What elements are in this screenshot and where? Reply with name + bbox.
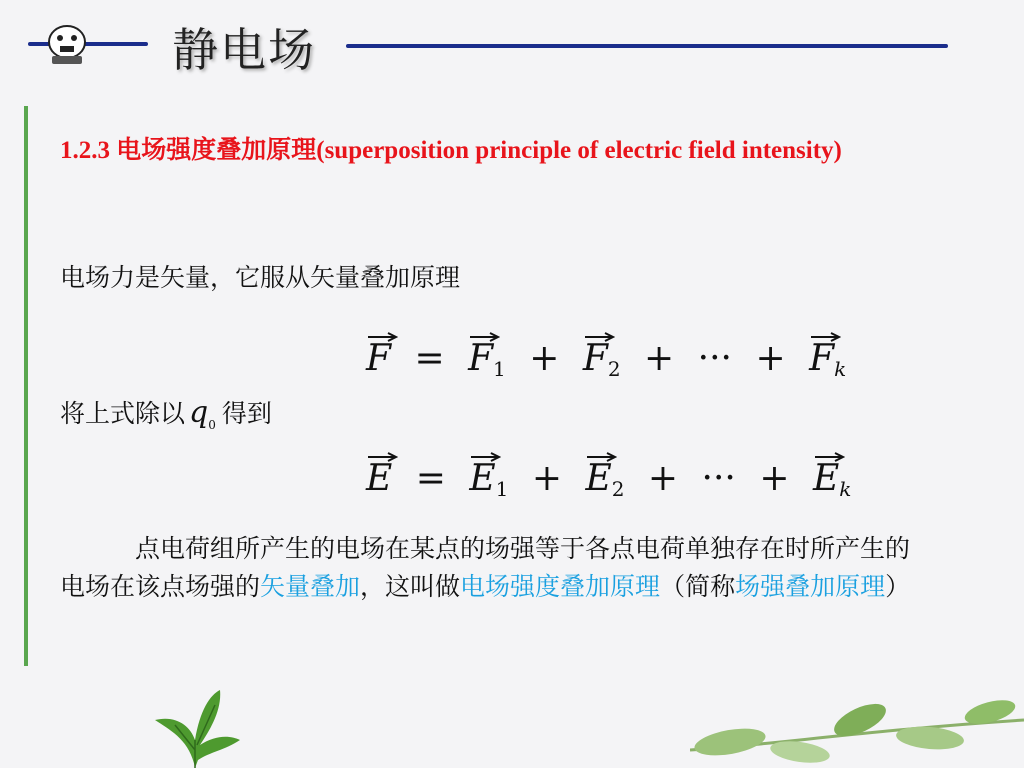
highlight-vector-superposition: 矢量叠加 bbox=[260, 572, 361, 601]
division-text-before: 将上式除以 bbox=[60, 399, 186, 428]
paragraph-text: ，这叫做 bbox=[360, 572, 461, 601]
vector-term bbox=[468, 338, 506, 381]
title-line-right bbox=[346, 44, 948, 48]
plus-sign: + bbox=[755, 338, 786, 379]
division-text-after: 得到 bbox=[221, 399, 272, 428]
subscript: 2 bbox=[611, 477, 625, 501]
vector-arrow-icon bbox=[471, 452, 501, 462]
charge-subscript: 0 bbox=[208, 418, 216, 432]
field-superposition-formula bbox=[366, 458, 851, 501]
equals-sign: = bbox=[414, 338, 445, 379]
vector-arrow-icon bbox=[811, 332, 841, 342]
ellipsis: ··· bbox=[697, 338, 732, 379]
subscript: k bbox=[839, 477, 852, 501]
vector-arrow-icon bbox=[470, 332, 500, 342]
section-heading: 1.2.3 电场强度叠加原理(superposition principle of electric field intensity) bbox=[60, 137, 842, 164]
subscript: 1 bbox=[495, 477, 509, 501]
term-symbol: F bbox=[468, 338, 494, 379]
force-superposition-formula bbox=[366, 338, 846, 381]
leaf-branch-decoration-icon bbox=[690, 690, 1024, 768]
term-symbol: F bbox=[582, 338, 608, 379]
term-symbol: F bbox=[366, 338, 391, 379]
paragraph-text: （简称 bbox=[660, 572, 736, 601]
term-symbol: F bbox=[809, 338, 835, 379]
leaf-decoration-icon bbox=[150, 690, 240, 768]
vector-term bbox=[809, 338, 846, 381]
plus-sign: + bbox=[644, 338, 675, 379]
principle-paragraph bbox=[60, 530, 930, 606]
subscript: k bbox=[834, 357, 847, 381]
highlight-principle-name: 电场强度叠加原理 bbox=[460, 572, 661, 601]
term-symbol: E bbox=[366, 458, 393, 499]
plus-sign: + bbox=[647, 458, 679, 499]
page-title: 静电场 bbox=[172, 23, 316, 77]
vector-term bbox=[469, 458, 508, 501]
vector-term bbox=[366, 458, 392, 499]
plus-sign: + bbox=[759, 458, 790, 499]
vector-arrow-icon bbox=[815, 452, 845, 462]
vector-arrow-icon bbox=[587, 452, 617, 462]
charge-symbol bbox=[189, 395, 216, 432]
statement-line: 电场力是矢量，它服从矢量叠加原理 bbox=[60, 263, 461, 292]
equals-sign: = bbox=[415, 458, 446, 499]
division-line bbox=[60, 394, 272, 432]
plus-sign: + bbox=[531, 458, 562, 499]
vector-term bbox=[813, 458, 851, 501]
left-rule bbox=[24, 106, 28, 666]
paragraph-text: ） bbox=[885, 572, 911, 601]
vector-term bbox=[585, 458, 624, 501]
term-symbol: E bbox=[585, 458, 612, 499]
vector-arrow-icon bbox=[368, 452, 398, 462]
ellipsis: ··· bbox=[701, 458, 736, 499]
term-symbol: E bbox=[812, 458, 840, 499]
highlight-short-name: 场强叠加原理 bbox=[735, 572, 886, 601]
vector-arrow-icon bbox=[368, 332, 398, 342]
term-symbol: E bbox=[469, 458, 496, 499]
paragraph-text: 点电荷组所产生的电场在某点的场强等于各点电荷单独存在时所产生的电场在该点场强的 bbox=[60, 534, 911, 601]
vector-term bbox=[583, 338, 621, 381]
vector-arrow-icon bbox=[585, 332, 615, 342]
mascot-logo-icon bbox=[38, 22, 96, 68]
subscript: 2 bbox=[607, 357, 621, 381]
subscript: 1 bbox=[493, 357, 506, 381]
plus-sign: + bbox=[529, 338, 560, 379]
vector-term bbox=[366, 338, 391, 379]
charge-letter: q bbox=[189, 395, 209, 430]
